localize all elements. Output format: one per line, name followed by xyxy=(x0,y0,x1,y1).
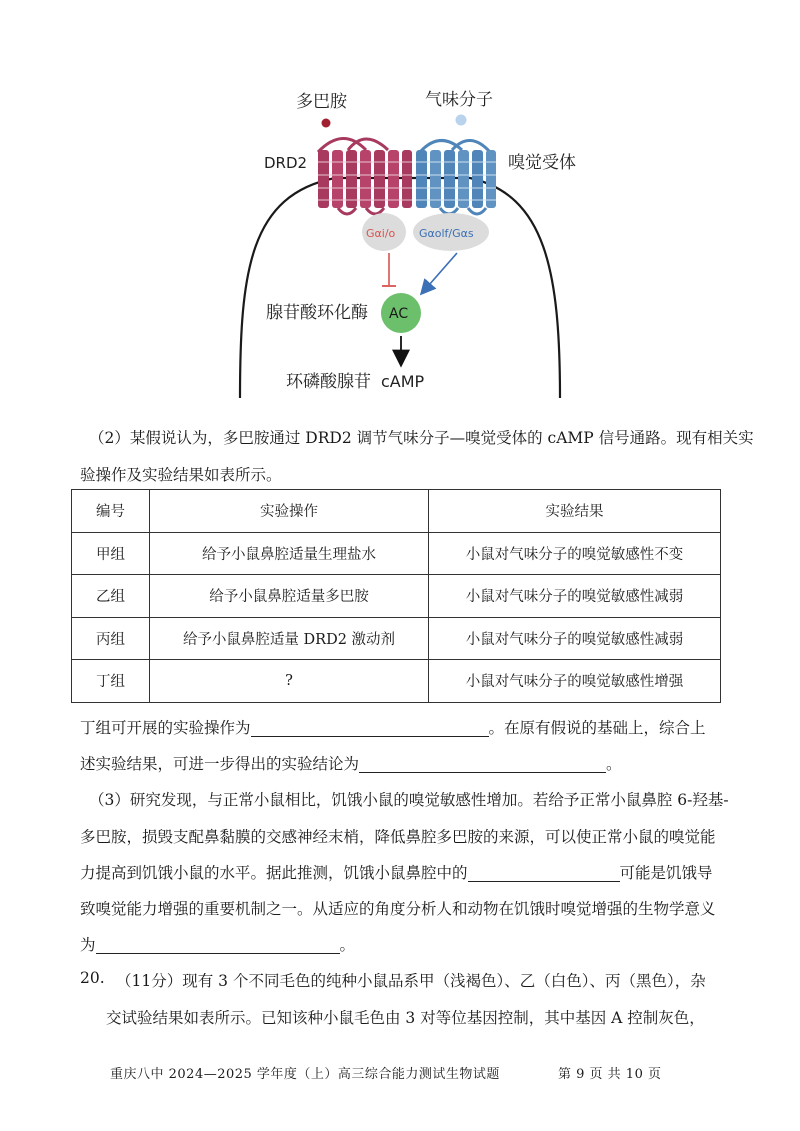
table-cell: 乙组 xyxy=(72,575,150,618)
odor-molecule-icon xyxy=(456,115,467,126)
olfactory-receptor-label: 嗅觉受体 xyxy=(508,153,576,173)
table-header-cell: 编号 xyxy=(72,490,150,533)
q3-line5-text-a: 为 xyxy=(80,936,96,954)
table-cell: ? xyxy=(150,660,429,703)
table-cell: 小鼠对气味分子的嗅觉敏感性减弱 xyxy=(429,575,721,618)
experiment-table xyxy=(71,489,721,703)
dopamine-molecule-icon xyxy=(322,119,331,128)
table-row xyxy=(72,532,721,575)
table-header-row xyxy=(72,490,721,533)
ac-enzyme-label: 腺苷酸环化酶 xyxy=(266,303,368,323)
q3-line1: （3）研究发现，与正常小鼠相比，饥饿小鼠的嗅觉敏感性增加。若给予正常小鼠鼻腔 6-羟基- xyxy=(89,791,729,809)
answer-blank-4[interactable] xyxy=(96,935,340,954)
q20-line2: 交试验结果如表所示。已知该种小鼠毛色由 3 对等位基因控制，其中基因 A 控制灰色， xyxy=(106,1009,705,1027)
activation-arrow xyxy=(422,253,457,293)
q3-line4: 致嗅觉能力增强的重要机制之一。从适应的角度分析人和动物在饥饿时嗅觉增强的生物学意义 xyxy=(80,900,716,918)
table-row xyxy=(72,575,721,618)
signaling-diagram-svg xyxy=(0,0,800,410)
cell-membrane xyxy=(240,178,560,398)
q2-answer-text-a: 丁组可开展的实验操作为 xyxy=(80,719,251,737)
table-row xyxy=(72,617,721,660)
table-cell: 给予小鼠鼻腔适量多巴胺 xyxy=(150,575,429,618)
q20-number: 20. xyxy=(80,969,105,987)
table-header-cell: 实验结果 xyxy=(429,490,721,533)
camp-label: cAMP xyxy=(381,372,425,391)
drd2-receptor-icon xyxy=(318,138,412,214)
table-cell: 丁组 xyxy=(72,660,150,703)
q3-line2: 多巴胺，损毁支配鼻黏膜的交感神经末梢，降低鼻腔多巴胺的来源，可以使正常小鼠的嗅觉能 xyxy=(80,828,716,846)
table-row xyxy=(72,660,721,703)
dopamine-label: 多巴胺 xyxy=(296,92,347,112)
signaling-diagram xyxy=(0,0,800,410)
q2-answer-text-c: 述实验结果，可进一步得出的实验结论为 xyxy=(80,755,360,773)
footer-exam-title: 重庆八中 2024—2025 学年度（上）高三综合能力测试生物试题 xyxy=(110,1067,500,1082)
odor-molecule-label: 气味分子 xyxy=(425,90,493,110)
q3-line5 xyxy=(80,933,355,955)
q2-intro-line1: （2）某假说认为，多巴胺通过 DRD2 调节气味分子—嗅觉受体的 cAMP 信号通路。现有相关实 xyxy=(89,429,754,447)
answer-blank-3[interactable] xyxy=(468,863,620,882)
q3-line3 xyxy=(80,861,713,883)
answer-blank-1[interactable] xyxy=(251,718,489,737)
table-cell: 给予小鼠鼻腔适量生理盐水 xyxy=(150,532,429,575)
q3-line5-text-b: 。 xyxy=(339,936,356,954)
q2-answer-text-d: 。 xyxy=(606,755,622,773)
q2-intro-line2: 验操作及实验结果如表所示。 xyxy=(80,466,282,484)
ac-label: AC xyxy=(389,306,409,322)
table-cell: 小鼠对气味分子的嗅觉敏感性不变 xyxy=(429,532,721,575)
table-cell: 小鼠对气味分子的嗅觉敏感性增强 xyxy=(429,660,721,703)
drd2-label: DRD2 xyxy=(264,154,308,172)
answer-blank-2[interactable] xyxy=(359,754,606,773)
q2-answer-line1 xyxy=(80,716,706,738)
table-cell: 给予小鼠鼻腔适量 DRD2 激动剂 xyxy=(150,617,429,660)
q2-answer-line2 xyxy=(80,752,622,774)
table-cell: 小鼠对气味分子的嗅觉敏感性减弱 xyxy=(429,617,721,660)
gi-label: Gαi/o xyxy=(366,227,396,240)
table-header-cell: 实验操作 xyxy=(150,490,429,533)
table-cell: 甲组 xyxy=(72,532,150,575)
table-cell: 丙组 xyxy=(72,617,150,660)
q2-answer-text-b: 。在原有假说的基础上，综合上 xyxy=(488,719,706,737)
q20-line1: （11分）现有 3 个不同毛色的纯种小鼠品系甲（浅褐色）、乙（白色）、丙（黑色），杂 xyxy=(116,972,706,990)
q3-line3-text-b: 可能是饥饿导 xyxy=(619,864,713,882)
q3-line3-text-a: 力提高到饥饿小鼠的水平。据此推测，饥饿小鼠鼻腔中的 xyxy=(80,864,468,882)
golf-label: Gαolf/Gαs xyxy=(419,227,474,240)
footer-page-number: 第 9 页 共 10 页 xyxy=(558,1067,662,1082)
camp-cn-label: 环磷酸腺苷 xyxy=(286,372,371,392)
